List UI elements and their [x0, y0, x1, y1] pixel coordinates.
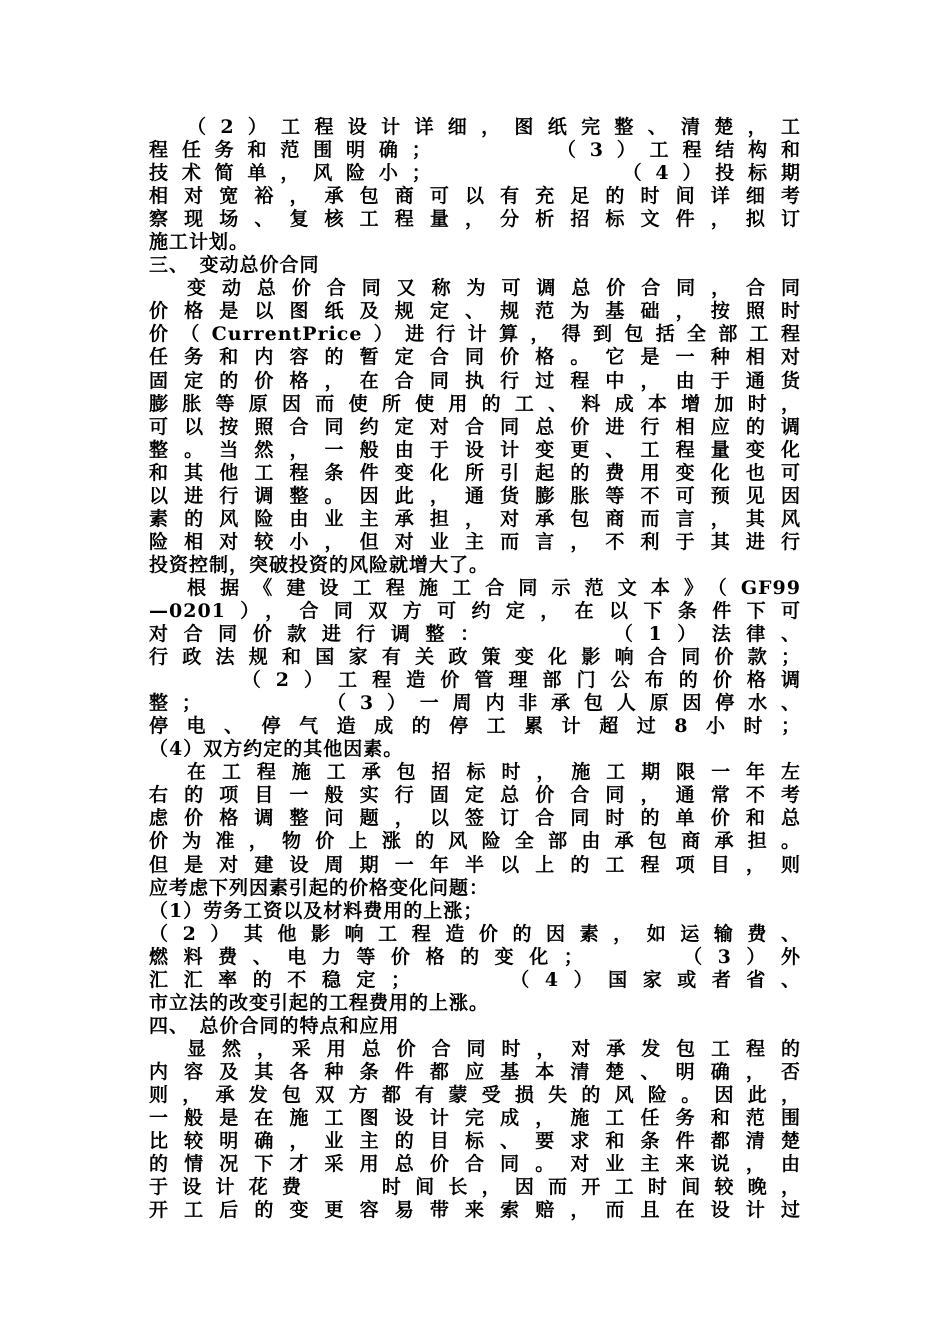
text-line: 价格是以图纸及规定、规范为基础，按照时 [149, 300, 801, 323]
text-line: —0201），合同双方可约定，在以下条件下可 [149, 599, 801, 622]
text-line: 于设计花费 时间长，因而开工时间较晚， [149, 1176, 801, 1199]
text-line: （1）劳务工资以及材料费用的上涨； [149, 899, 484, 922]
text-line: 右的项目一般实行固定总价合同，通常不考 [149, 784, 801, 807]
text-line: 和其他工程条件变化所引起的费用变化也可 [149, 461, 801, 484]
text-line: 察现场、复核工程量，分析招标文件，拟订 [149, 208, 801, 231]
text-line: 行政法规和国家有关政策变化影响合同价款； [149, 646, 801, 669]
text-line: 比较明确，业主的目标、要求和条件都清楚 [149, 1130, 801, 1153]
text-line: 则，承发包双方都有蒙受损失的风险。因此， [149, 1083, 801, 1106]
text-line: 开工后的变更容易带来索赔，而且在设计过 [149, 1199, 801, 1222]
text-line: 险相对较小，但对业主而言，不利于其进行 [149, 530, 801, 553]
text-line: 对合同价款进行调整： （1）法律、 [149, 623, 801, 646]
text-line: （4）双方约定的其他因素。 [149, 738, 404, 761]
text-line: 任务和内容的暂定合同价格。它是一种相对 [149, 346, 801, 369]
text-line: （2）其他影响工程造价的因素，如运输费、 [149, 922, 801, 945]
text-line: （2）工程设计详细，图纸完整、清楚，工 [187, 116, 801, 138]
text-line: 三、 变动总价合同 [149, 254, 320, 277]
text-line: 停电、停气造成的停工累计超过8小时； [149, 715, 801, 738]
text-line: 应考虑下列因素引起的价格变化问题： [149, 876, 490, 899]
text-line: 程任务和范围明确； （3）工程结构和 [149, 139, 801, 162]
text-line: 素的风险由业主承担，对承包商而言，其风 [149, 507, 801, 530]
text-line: 整； （3）一周内非承包人原因停水、 [149, 692, 801, 715]
text-line: 相对宽裕，承包商可以有充足的时间详细考 [149, 185, 801, 208]
text-line: 固定的价格，在合同执行过程中，由于通货 [149, 369, 801, 392]
text-line: 根据《建设工程施工合同示范文本》（GF99 [187, 576, 801, 599]
text-line: 可以按照合同约定对合同总价进行相应的调 [149, 415, 801, 438]
text-line: （2）工程造价管理部门公布的价格调 [149, 669, 801, 692]
text-line: 整。当然，一般由于设计变更、工程量变化 [149, 438, 801, 461]
text-line: 变动总价合同又称为可调总价合同，合同 [187, 277, 801, 300]
text-line: 价（CurrentPrice）进行计算，得到包括全部工程 [149, 323, 801, 346]
text-line: 施工计划。 [149, 231, 250, 254]
text-line: 四、 总价合同的特点和应用 [149, 1014, 400, 1037]
text-line: 但是对建设周期一年半以上的工程项目，则 [149, 853, 801, 876]
text-line: 燃料费、电力等价格的变化； （3）外 [149, 945, 801, 968]
text-line: 投资控制，突破投资的风险就增大了。 [149, 553, 490, 576]
text-line: 虑价格调整问题，以签订合同时的单价和总 [149, 807, 801, 830]
text-line: 以进行调整。因此，通货膨胀等不可预见因 [149, 484, 801, 507]
text-line: 市立法的改变引起的工程费用的上涨。 [149, 991, 490, 1014]
document-body [149, 116, 801, 1222]
text-line: 汇汇率的不稳定； （4）国家或者省、 [149, 968, 801, 991]
text-line: 技术简单，风险小； （4）投标期 [149, 162, 801, 185]
text-line: 一般是在施工图设计完成，施工任务和范围 [149, 1107, 801, 1130]
text-line: 的情况下才采用总价合同。对业主来说，由 [149, 1153, 801, 1176]
text-line: 显然，采用总价合同时，对承发包工程的 [187, 1037, 801, 1060]
text-line: 在工程施工承包招标时，施工期限一年左 [187, 761, 801, 784]
text-line: 价为准，物价上涨的风险全部由承包商承担。 [149, 830, 801, 853]
text-line: 内容及其各种条件都应基本清楚、明确，否 [149, 1060, 801, 1083]
text-line: 膨胀等原因而使所使用的工、料成本增加时， [149, 392, 801, 415]
